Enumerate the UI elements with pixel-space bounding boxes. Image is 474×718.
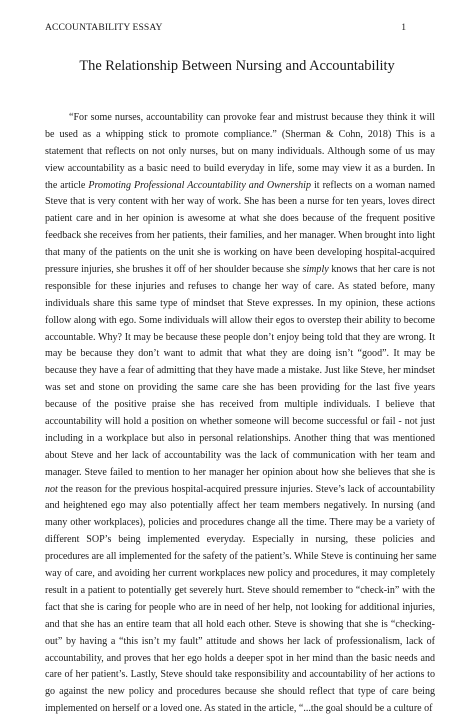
body-line [45, 482, 435, 499]
body-line [45, 397, 435, 414]
body-text: implemented on herself or a loved one. As stated in the article, “...the goal should be a culture of [45, 703, 433, 715]
body-text: view accountability as a basic need to build everyday in life, some may view it as a burden. In [45, 162, 435, 174]
body-text: statement that reflects on not only nurses, but on many individuals. Although some of us may [45, 145, 435, 157]
body-text: fact that she is caring for people who are in need of her help, not looking for additional injuries, [45, 601, 435, 613]
body-text: follow along with ego. Some individuals will allow their egos to overstep their ability to become [45, 314, 435, 326]
body-text: that many of the patients on the unit she is working on have been developing hospital-acquired [45, 247, 435, 259]
body-line [45, 414, 435, 431]
body-line [45, 110, 435, 127]
body-line [45, 313, 435, 330]
running-head: ACCOUNTABILITY ESSAY [45, 22, 163, 33]
body-text: may be because they don’t want to admit that what they are doing isn’t “good”. It may be [45, 348, 435, 360]
body-line [45, 634, 435, 651]
body-text: manager. Steve failed to mention to her manager her opinion about how she believes that she is [45, 466, 435, 478]
body-text: way of care, and avoiding her current workplaces new policy and procedures, it may completely [45, 568, 435, 580]
body-line [45, 600, 435, 617]
body-line [45, 127, 435, 144]
body-line [45, 617, 435, 634]
body-text: procedures are all implemented for the safety of the patient’s. While Steve is continuing her same [45, 551, 437, 563]
body-line [45, 296, 435, 313]
body-line [45, 161, 435, 178]
italic-text: simply [302, 264, 329, 276]
body-text: it reflects on a woman named [310, 179, 435, 191]
body-text: including in a workplace but also in personal relationships. Another thing that was mentioned [45, 432, 435, 444]
body-line [45, 346, 435, 363]
italic-text: not [45, 483, 58, 495]
body-text: patient care and in her opinion is awesome at what she does because of the frequent positive [45, 213, 435, 225]
body-text: knows that her care is not [328, 264, 435, 276]
body-line [45, 228, 435, 245]
body-line [45, 245, 435, 262]
body-text: “For some nurses, accountability can provoke fear and mistrust because they think it will [69, 112, 435, 123]
body-text: care of her patient’s. Lastly, Steve should take responsibility and accountability of her actions to [45, 669, 435, 681]
body-text: and that she has an entire team that all hold each other. Steve is showing that she is “checking- [45, 618, 435, 630]
body-text: and heightened ego may also potentially affect her team members negatively. In nursing (and [45, 500, 435, 512]
body-text: the reason for the previous hospital-acquired pressure injuries. Steve’s lack of accountability [57, 483, 435, 495]
body-line [45, 380, 435, 397]
body-text: the article [45, 179, 89, 191]
italic-text: Promoting Professional Accountability and Ownership [88, 179, 311, 191]
body-text: result in a patient to potentially get severely hurt. Steve should remember to “check-in” with the [45, 584, 435, 596]
body-line [45, 515, 435, 532]
body-text: accountability, and proves that her ego holds a deeper spot in her mind than the basic needs and [45, 652, 435, 664]
body-text: different SOP’s being implemented everyday. Especially in nursing, these policies and [45, 534, 435, 546]
body-line [45, 194, 435, 211]
body-line [45, 498, 435, 515]
essay-title: The Relationship Between Nursing and Accountability [79, 58, 395, 74]
body-text: was set and stone on providing the same care she has been providing for the last five years [45, 382, 435, 394]
body-text: responsible for these injuries and refuses to change her way of care. As stated before, many [45, 280, 435, 292]
body-text: accountability will hold a position on whether someone will become successful or fail - not just [45, 416, 435, 428]
body-line [45, 532, 435, 549]
body-text: pressure injuries, she brushes it off of her shoulder because she [45, 264, 303, 276]
body-text: because of the positive praise she has received from multiple individuals. I believe that [45, 399, 435, 411]
body-line [45, 583, 435, 600]
body-line [45, 651, 435, 668]
body-line [45, 684, 435, 701]
body-text: about Steve and her lack of accountability was the lack of communication with her team and [45, 449, 435, 461]
body-line [45, 566, 435, 583]
body-line [45, 279, 435, 296]
body-line [45, 211, 435, 228]
body-line [45, 549, 435, 566]
page-number: 1 [401, 22, 406, 33]
body-text: out” by having a “this isn’t my fault” attitude and shows her lack of professionalism, lack of [45, 635, 435, 647]
essay-body [45, 110, 435, 718]
body-line [45, 448, 435, 465]
body-text: because they have a fear of admitting that they have made a mistake. Just like Steve, her mindset [45, 365, 435, 377]
body-text: accountable. Why? It may be because these people don’t enjoy being told that they are wrong. It [45, 331, 435, 343]
body-text: Steve that is very content with her way of work. She has been a nurse for ten years, loves direct [45, 196, 435, 208]
body-line [45, 431, 435, 448]
body-line [45, 330, 435, 347]
body-text: many other workplaces), policies and procedures change all the time. There may be a variety of [45, 517, 435, 529]
body-line [45, 667, 435, 684]
body-text: individuals share this same type of mindset that Steve expresses. In my opinion, these actions [45, 297, 435, 309]
body-line [45, 178, 435, 195]
body-text: be used as a whipping stick to promote compliance.” (Sherman & Cohn, 2018) This is a [45, 128, 435, 140]
body-line [45, 701, 435, 718]
body-line [45, 363, 435, 380]
body-text: go against the new policy and procedures because she should reflect that type of care being [45, 686, 435, 698]
body-line [45, 465, 435, 482]
body-line [45, 262, 435, 279]
body-line [45, 144, 435, 161]
body-text: feedback she receives from her patients, their families, and her manager. When brought into light [45, 230, 436, 242]
